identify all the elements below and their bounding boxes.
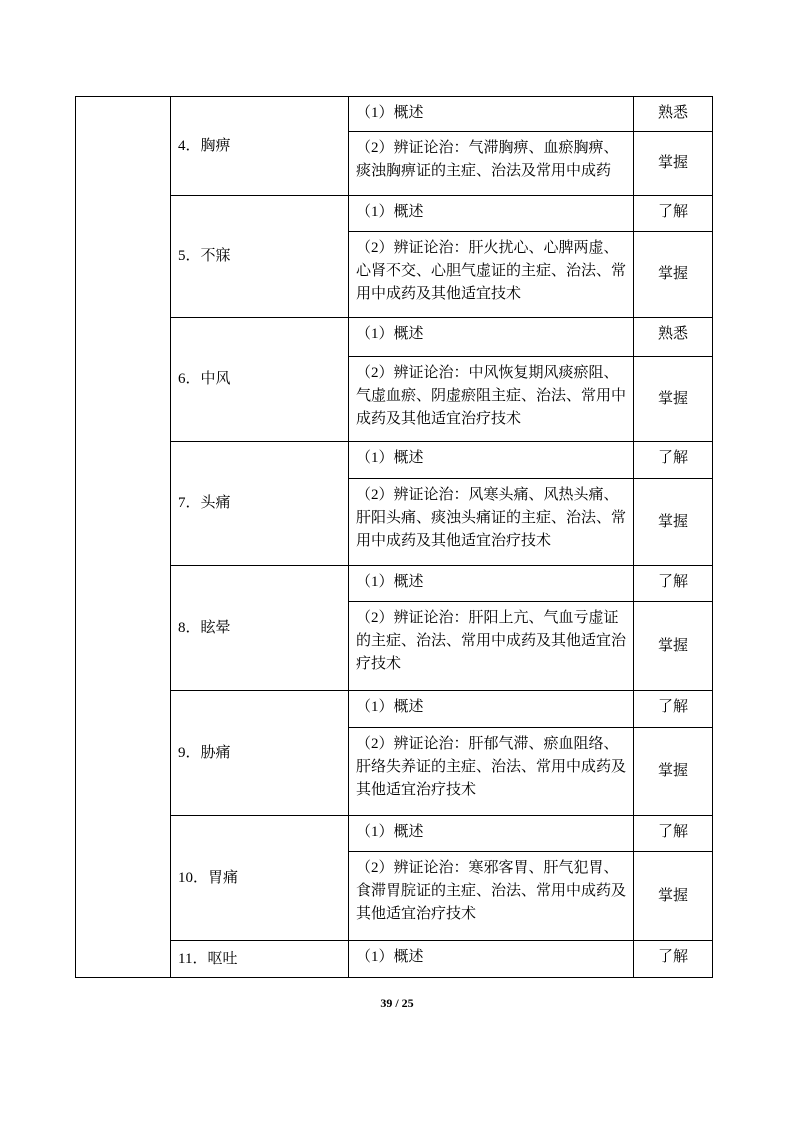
- level-cell: 掌握: [634, 602, 713, 691]
- item-cell: （1）概述: [349, 566, 634, 602]
- topic-cell: 5．不寐: [171, 196, 349, 318]
- syllabus-table: [75, 96, 713, 978]
- topic-cell: 4．胸痹: [171, 97, 349, 196]
- item-cell: （2）辨证论治：气滞胸痹、血瘀胸痹、痰浊胸痹证的主症、治法及常用中成药: [349, 132, 634, 196]
- item-cell: （1）概述: [349, 941, 634, 978]
- level-cell: 了解: [634, 442, 713, 479]
- level-cell: 掌握: [634, 728, 713, 816]
- category-cell-continued: [76, 97, 171, 978]
- level-cell: 掌握: [634, 852, 713, 941]
- item-cell: （1）概述: [349, 318, 634, 357]
- item-cell: （2）辨证论治：寒邪客胃、肝气犯胃、食滞胃脘证的主症、治法、常用中成药及其他适宜治疗技术: [349, 852, 634, 941]
- level-cell: 熟悉: [634, 97, 713, 132]
- level-cell: 掌握: [634, 232, 713, 318]
- topic-cell: 6．中风: [171, 318, 349, 442]
- item-cell: （1）概述: [349, 97, 634, 132]
- level-cell: 掌握: [634, 357, 713, 442]
- page-number: 39 / 25: [380, 996, 414, 1010]
- level-cell: 了解: [634, 816, 713, 852]
- item-cell: （1）概述: [349, 816, 634, 852]
- item-cell: （2）辨证论治：风寒头痛、风热头痛、肝阳头痛、痰浊头痛证的主症、治法、常用中成药及其他适宜治疗技术: [349, 479, 634, 566]
- level-cell: 熟悉: [634, 318, 713, 357]
- level-cell: 了解: [634, 941, 713, 978]
- level-cell: 掌握: [634, 132, 713, 196]
- item-cell: （1）概述: [349, 442, 634, 479]
- level-cell: 了解: [634, 566, 713, 602]
- item-cell: （1）概述: [349, 196, 634, 232]
- item-cell: （2）辨证论治：肝阳上亢、气血亏虚证的主症、治法、常用中成药及其他适宜治疗技术: [349, 602, 634, 691]
- topic-cell: 8．眩晕: [171, 566, 349, 691]
- item-cell: （2）辨证论治：中风恢复期风痰瘀阻、气虚血瘀、阴虚瘀阻主症、治法、常用中成药及其他适宜治疗技术: [349, 357, 634, 442]
- level-cell: 了解: [634, 196, 713, 232]
- level-cell: 掌握: [634, 479, 713, 566]
- item-cell: （1）概述: [349, 691, 634, 728]
- level-cell: 了解: [634, 691, 713, 728]
- item-cell: （2）辨证论治：肝火扰心、心脾两虚、心肾不交、心胆气虚证的主症、治法、常用中成药及其他适宜技术: [349, 232, 634, 318]
- topic-cell: 10．胃痛: [171, 816, 349, 941]
- item-cell: （2）辨证论治：肝郁气滞、瘀血阻络、肝络失养证的主症、治法、常用中成药及其他适宜治疗技术: [349, 728, 634, 816]
- topic-cell: 7．头痛: [171, 442, 349, 566]
- topic-cell: 9．胁痛: [171, 691, 349, 816]
- topic-cell: 11．呕吐: [171, 941, 349, 978]
